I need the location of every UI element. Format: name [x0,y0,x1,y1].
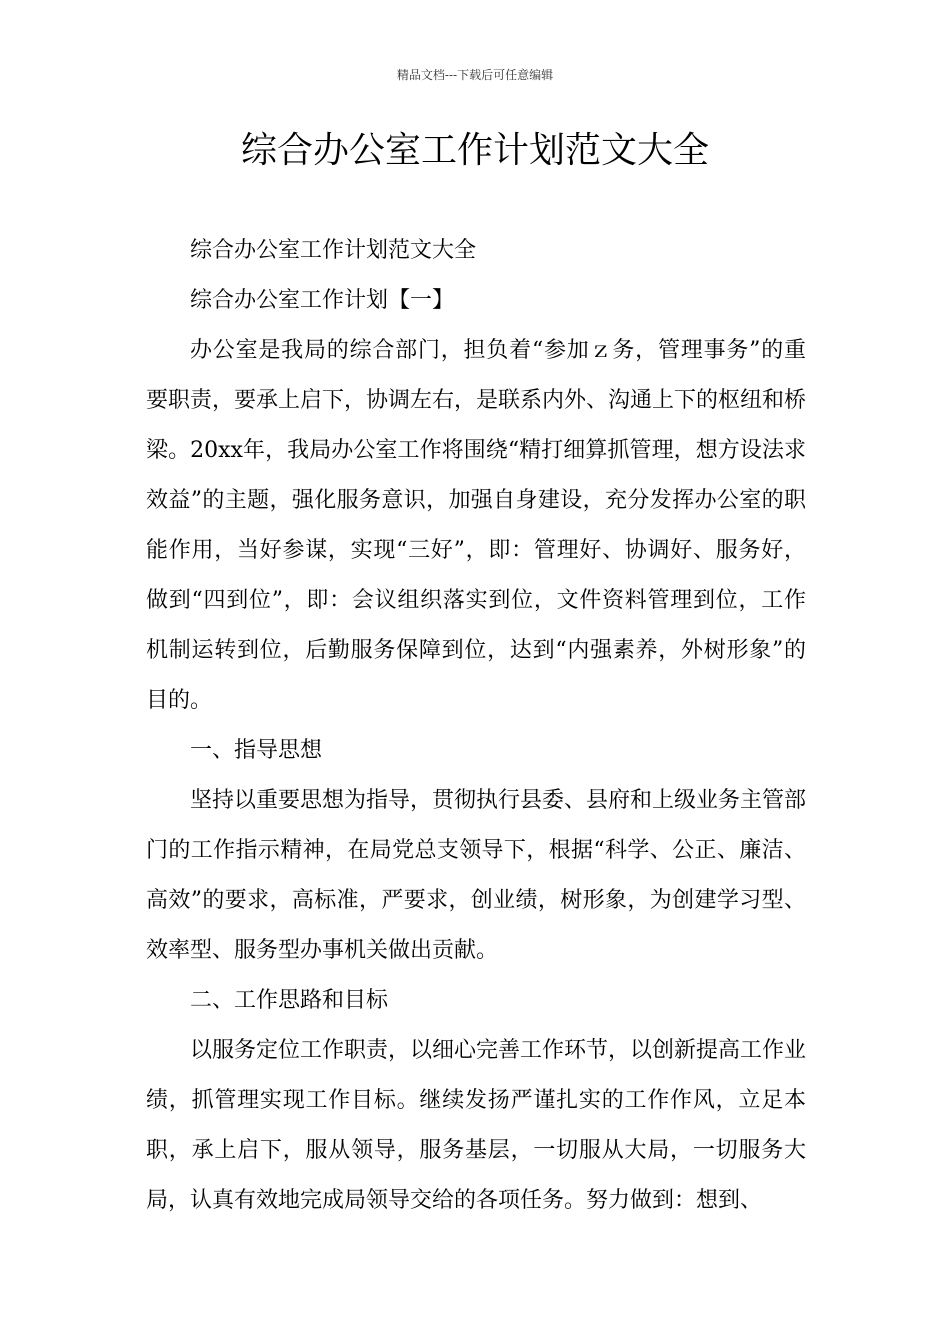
heading-work-goals: 二、工作思路和目标 [190,988,389,1013]
paragraph-intro: 办公室是我局的综合部门，担负着“参加ｚ务，管理事务”的重要职责，要承上启下，协调左右，是联系内外、沟通上下的枢纽和桥梁。20xx年，我局办公室工作将围绕“精打细算抓管理，想方设法求效益”的主题，强化服务意识，加强自身建设，充分发挥办公室的职能作用，当好参谋，实现“三好”，即：管理好、协调好、服务好，做到“四到位”，即：会议组织落实到位，文件资料管理到位，工作机制运转到位，后勤服务保障到位，达到“内强素养，外树形象”的目的。 [146,338,807,713]
paragraph-work-goals: 以服务定位工作职责，以细心完善工作环节，以创新提高工作业绩，抓管理实现工作目标。继续发扬严谨扎实的工作作风，立足本职，承上启下，服从领导，服务基层，一切服从大局，一切服务大局，认真有效地完成局领导交给的各项任务。努力做到：想到、 [146,1038,807,1213]
paragraph-subtitle: 综合办公室工作计划范文大全 [190,238,477,263]
paragraph-section-heading: 综合办公室工作计划【一】 [190,288,455,313]
heading-guiding-ideology: 一、指导思想 [190,738,323,763]
document-title: 综合办公室工作计划范文大全 [240,130,709,171]
page-header: 精品文档---下载后可任意编辑 [396,68,554,82]
paragraph-guiding-ideology: 坚持以重要思想为指导，贯彻执行县委、县府和上级业务主管部门的工作指示精神，在局党总支领导下，根据“科学、公正、廉洁、高效”的要求，高标准，严要求，创业绩，树形象，为创建学习型、效率型、服务型办事机关做出贡献。 [146,788,807,963]
document-body [146,226,806,1226]
